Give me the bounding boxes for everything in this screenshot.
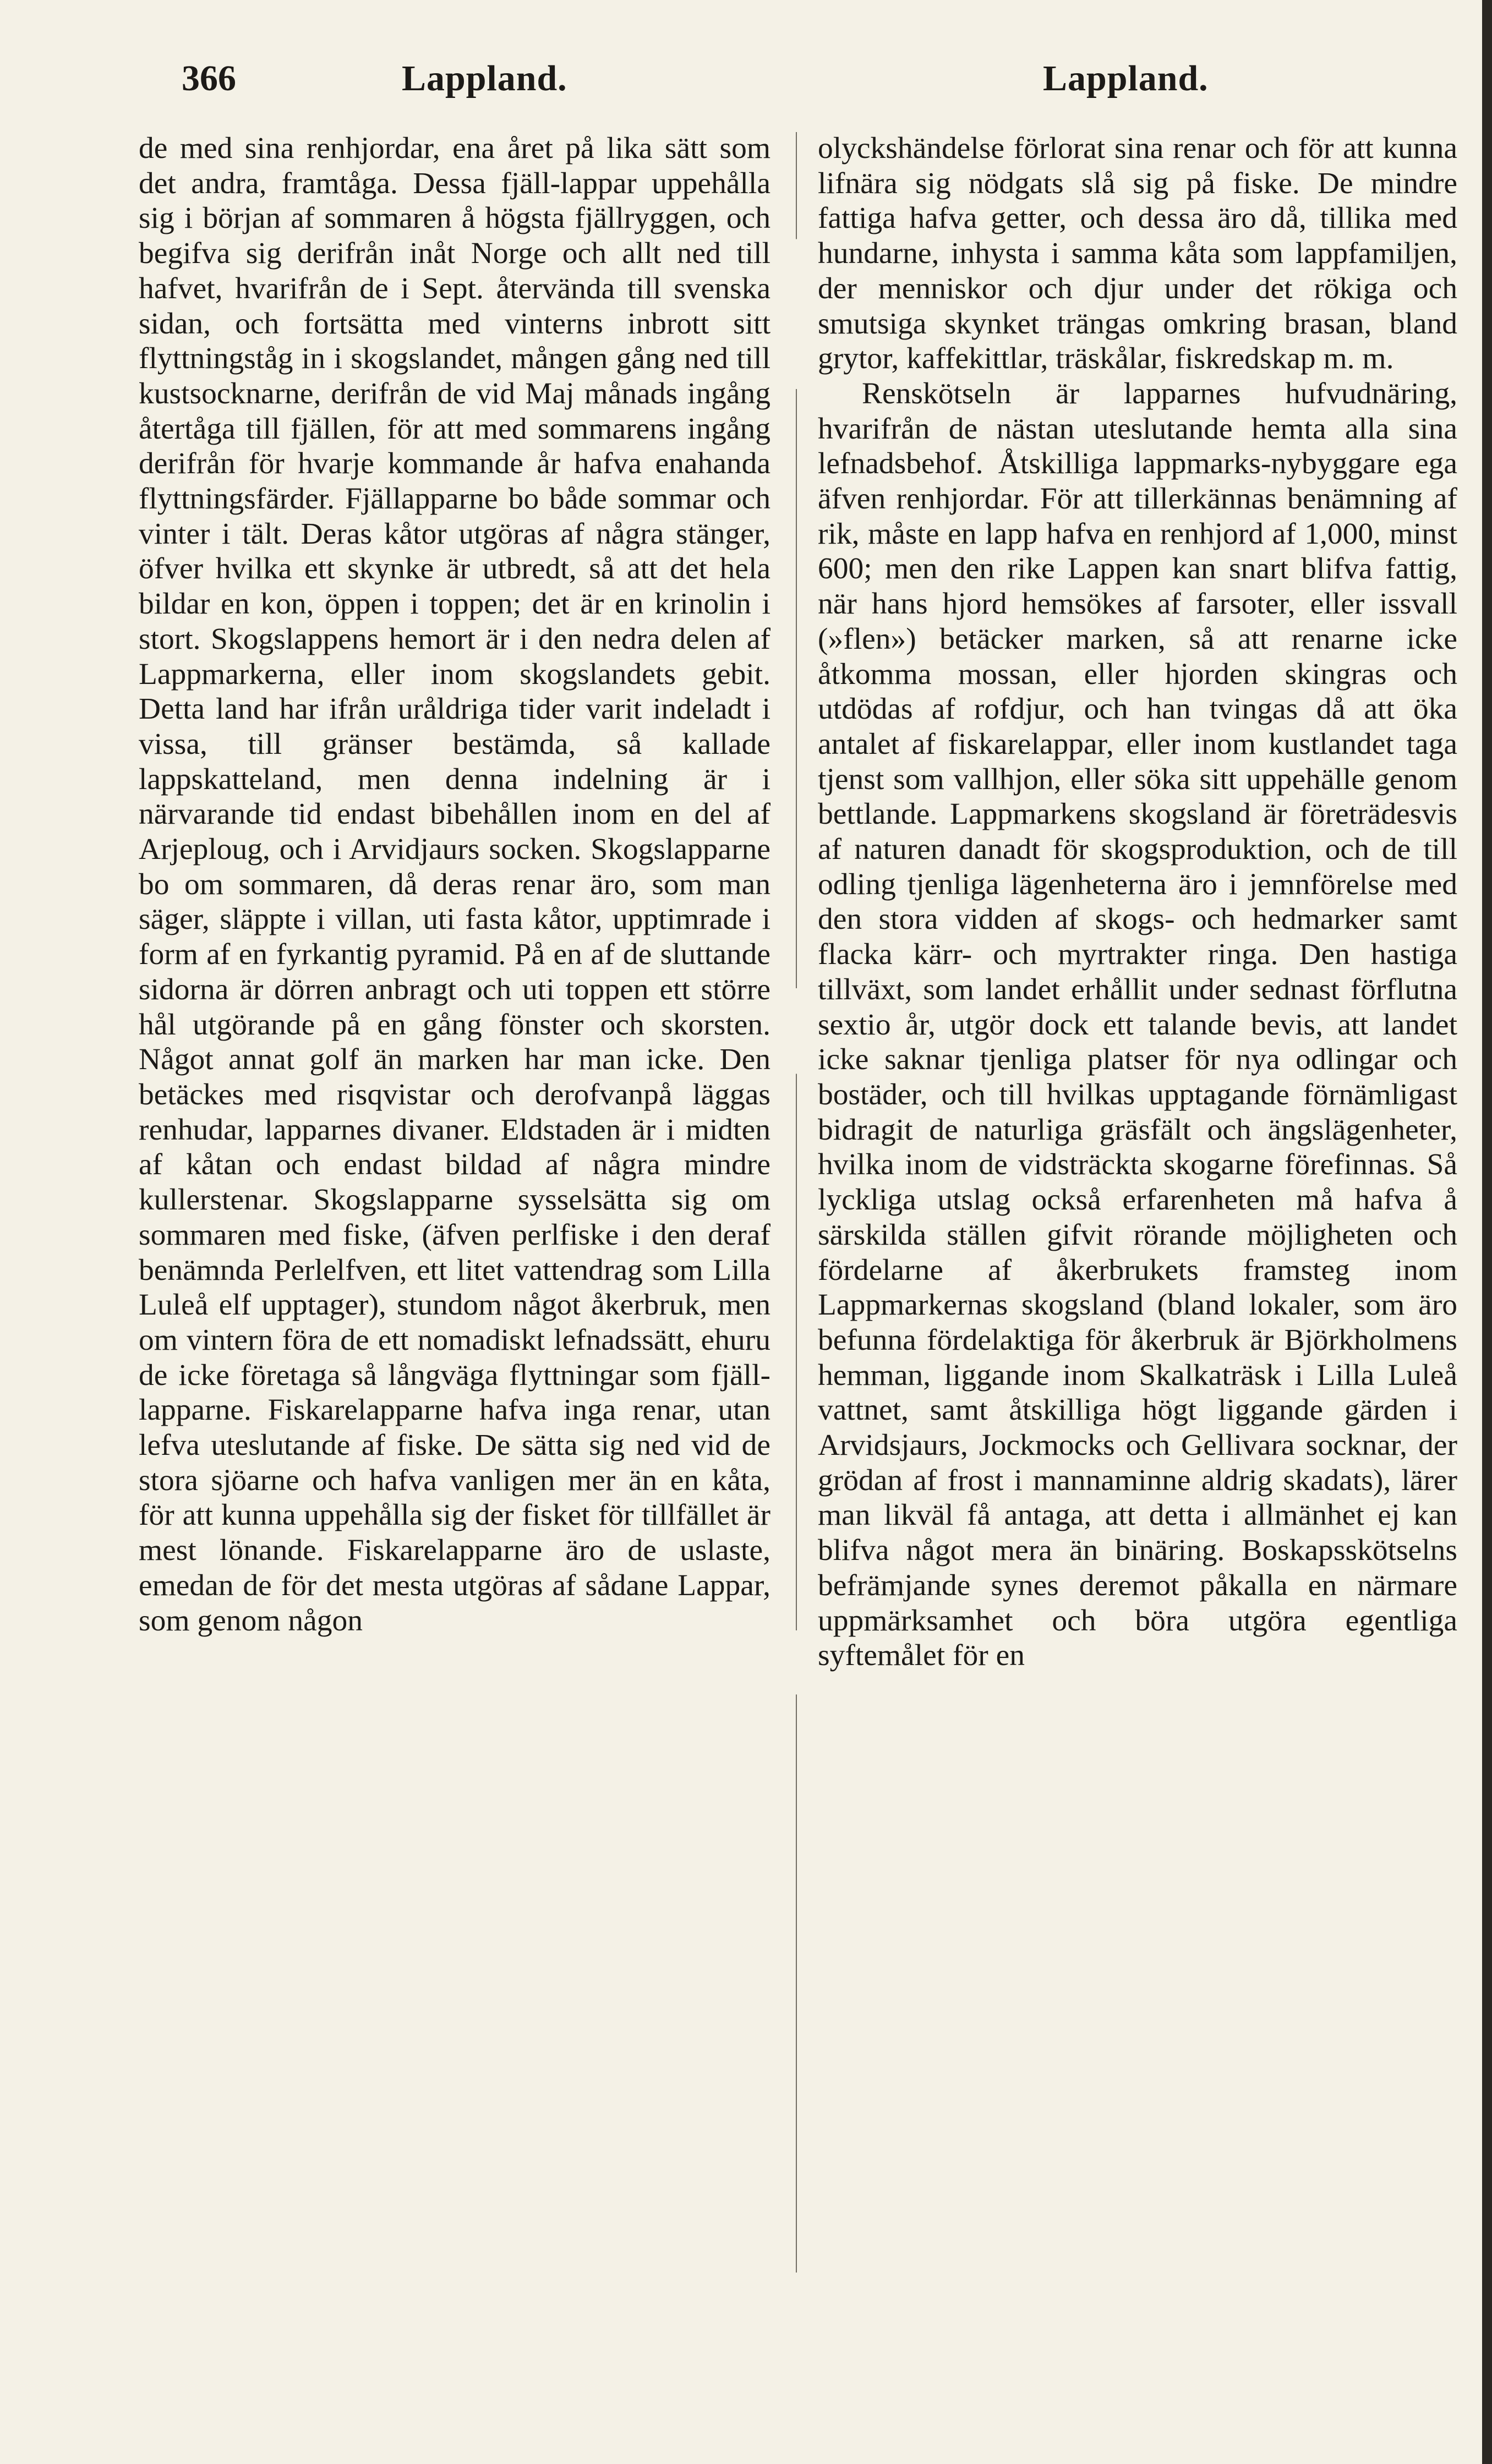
page-number: 366 bbox=[182, 58, 236, 98]
running-head-left: Lappland. bbox=[402, 58, 567, 98]
left-paragraph-1: de med sina renhjordar, ena året på lika sätt som det andra, framtåga. Dessa fjäll-lappar uppehålla sig i början af sommaren å högsta fjällryggen, och begifva sig derifrån inåt Norge och allt ned till hafvet, hvarifrån de i Sept. återvända till svenska sidan, och fortsätta med vinterns inbrott sitt flyttningståg in i skogslandet, mången gång ned till kustsocknarne, derifrån de vid Maj månads ingång återtåga till fjällen, för att med sommarens ingång derifrån för hvarje kommande år hafva enahanda flyttningsfärder. Fjällapparne bo både sommar och vinter i tält. Deras kåtor utgöras af några stänger, öfver hvilka ett skynke är utbredt, så att det hela bildar en kon, öppen i toppen; det är en krinolin i stort. Skogslappens hemort är i den nedra delen af Lappmarkerna, eller inom skogslandets gebit. Detta land har ifrån uråldriga tider varit indeladt i vissa, till gränser bestämda, så kallade lappskatteland, men denna indelning är i närvarande tid endast bibehållen inom en del af Arjeploug, och i Arvidjaurs socken. Skogslapparne bo om sommaren, då deras renar äro, som man säger, släppte i villan, uti fasta kåtor, upptimrade i form af en fyrkantig pyramid. På en af de sluttande sidorna är dörren anbragt och uti toppen ett större hål utgörande på en gång fönster och skorsten. Något annat golf än marken har man icke. Den betäckes med risqvistar och derofvanpå läggas renhudar, lapparnes divaner. Eldstaden är i midten af kåtan och endast bildad af några mindre kullerstenar. Skogslapparne sysselsätta sig om sommaren med fiske, (äfven perlfiske i den deraf benämnda Perlelfven, ett litet vattendrag som Lilla Luleå elf upptager), stundom något åkerbruk, men om vintern föra de ett nomadiskt lefnadssätt, ehuru de icke företaga så långväga flyttningar som fjäll-lapparne. Fiskarelapparne hafva inga renar, utan lefva uteslutande af fiske. De sätta sig ned vid de stora sjöarne och hafva vanligen mer än en kåta, för att kunna uppehålla sig der fisket för tillfället är mest lönande. Fiskarelapparne äro de uslaste, emedan de för det mesta utgöras af sådane Lappar, som genom någon bbox=[139, 132, 770, 1638]
right-paragraph-1: olyckshändelse förlorat sina renar och för att kunna lifnära sig nödgats slå sig på fiske. De mindre fattiga hafva getter, och dessa äro då, tillika med hundarne, inhysta i samma kåta som lappfamiljen, der menniskor och djur under det rökiga och smutsiga skynket trängas omkring brasan, bland grytor, kaffekittlar, träskålar, fiskredskap m. m. bbox=[818, 132, 1457, 376]
right-column bbox=[818, 131, 1457, 1673]
page-edge-shadow bbox=[1482, 0, 1492, 2464]
running-head-right: Lappland. bbox=[1043, 58, 1209, 98]
left-column bbox=[139, 131, 770, 1638]
right-paragraph-2: Renskötseln är lapparnes hufvudnäring, hvarifrån de nästan uteslutande hemta alla sina lefnadsbehof. Åtskilliga lappmarks-nybyggare ega äfven renhjordar. För att tillerkännas benämning af rik, måste en lapp hafva en renhjord af 1,000, minst 600; men den rike Lappen kan snart blifva fattig, när hans hjord hemsökes af farsoter, eller issvall (»flen») betäcker marken, så att renarne icke åtkomma mossan, eller hjorden skingras och utdödas af rofdjur, och han tvingas då att öka antalet af fiskarelappar, eller inom kustlandet taga tjenst som vallhjon, eller söka sitt uppehälle genom bettlande. Lappmarkens skogsland är företrädesvis af naturen danadt för skogsproduktion, och de till odling tjenliga lägenheterna äro i jemnförelse med den stora vidden af skogs- och hedmarker samt flacka kärr- och myrtrakter ringa. Den hastiga tillväxt, som landet erhållit under sednast förflutna sextio år, utgör dock ett talande bevis, att landet icke saknar tjenliga platser för nya odlingar och bostäder, och till hvilkas upptagande förnämligast bidragit de naturliga gräsfält och ängslägenheter, hvilka inom de vidsträckta skogarne förefinnas. Så lyckliga utslag också erfarenheten må hafva å särskilda ställen gifvit rörande möjligheten och fördelarne af åkerbrukets framsteg inom Lappmarkernas skogsland (bland lokaler, som äro befunna fördelaktiga för åkerbruk är Björkholmens hemman, liggande inom Skalkaträsk i Lilla Luleå vattnet, samt åtskilliga högt liggande gärden i Arvidsjaurs, Jockmocks och Gellivara socknar, der grödan af frost i mannaminne aldrig skadats), lärer man likväl få antaga, att detta i allmänhet ej kan blifva något mera än binäring. Boskapsskötselns befrämjande synes deremot påkalla en närmare uppmärksamhet och böra utgöra egentliga syftemålet för en bbox=[818, 376, 1457, 1673]
column-divider bbox=[796, 132, 797, 2273]
